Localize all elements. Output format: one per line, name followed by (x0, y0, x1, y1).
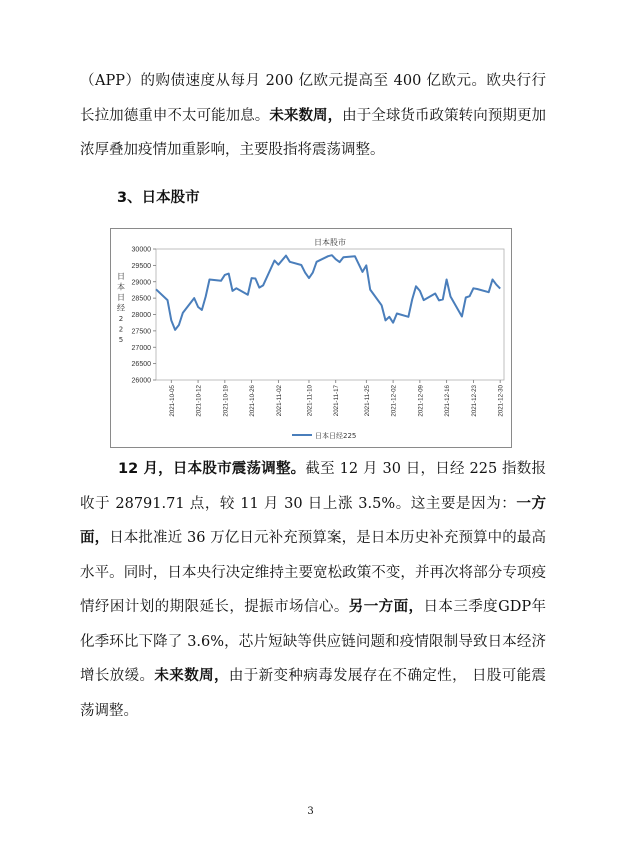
y-axis-label-char: 本 (117, 282, 125, 292)
paragraph-text: 日本批准近 36 万亿日元补充预算案，是日本历史补充预算中的最高水平。同时，日本央行决定维持主要宽松政策不变，并再次将部分专项疫情纾困计划的期限延长，提振市场信心。 (80, 530, 546, 615)
x-tick-label: 2021-11-17 (333, 385, 341, 417)
y-tick-label: 28500 (131, 295, 151, 303)
chart-canvas (111, 229, 511, 447)
x-tick-label: 2021-12-30 (497, 385, 505, 417)
paragraph-japan-stocks (80, 452, 546, 728)
y-tick-label: 30000 (131, 246, 151, 254)
x-tick-label: 2021-11-02 (275, 385, 283, 417)
y-tick-label: 27500 (131, 328, 151, 336)
y-axis-label-char: 日 (117, 293, 125, 302)
y-tick-label: 28000 (131, 312, 151, 319)
emphasis-future-weeks: 未来数周， (269, 107, 343, 124)
y-axis-label-char: 经 (117, 303, 125, 313)
chart-title: 日本股市 (314, 238, 346, 247)
paragraph-text: 截至 12 月 30 日，日经 225 指数报收于 28791.71 点，较 11 月 30 日上涨 3.5%。这主要是因为： (80, 461, 546, 512)
y-tick-label: 29000 (131, 279, 151, 287)
emphasis-on-other-hand: 另一方面， (348, 599, 424, 615)
page-number: 3 (307, 806, 314, 817)
y-axis-label-char: 日 (117, 272, 125, 281)
nikkei-chart (110, 228, 512, 448)
x-tick-label: 2021-12-02 (390, 385, 398, 417)
y-tick-label: 29500 (131, 262, 151, 270)
y-axis-label-char: 5 (118, 336, 124, 344)
paragraph-text: 日本三季度GDP年化季环比下降了 3.6%，芯片短缺等供应链问题和疫情限制导致日本经济增长放缓。 (80, 599, 547, 684)
legend-label: 日本日经225 (315, 432, 357, 440)
y-axis-label-char: 2 (118, 315, 124, 323)
x-tick-label: 2021-10-05 (168, 385, 176, 417)
emphasis-on-one-hand: 一方面， (80, 495, 546, 546)
paragraph-text: 由于全球货币政策转向预期更加浓厚叠加疫情加重影响，主要股指将震荡调整。 (80, 107, 547, 158)
emphasis-december-summary: 12 月，日本股市震荡调整。 (118, 461, 306, 477)
y-tick-label: 27000 (131, 344, 151, 352)
paragraph-eurozone-stocks (80, 64, 546, 168)
emphasis-future-weeks: 未来数周， (154, 668, 229, 684)
x-tick-label: 2021-10-26 (249, 385, 257, 417)
paragraph-text: 由于新变种病毒发展存在不确定性， 日股可能震荡调整。 (80, 668, 547, 719)
x-tick-label: 2021-10-12 (195, 385, 203, 417)
x-tick-label: 2021-12-23 (470, 385, 478, 417)
x-tick-label: 2021-10-19 (222, 385, 230, 417)
x-tick-label: 2021-12-09 (417, 385, 425, 417)
plot-area (156, 249, 504, 380)
y-tick-label: 26000 (131, 377, 151, 385)
x-tick-label: 2021-11-10 (306, 385, 314, 417)
paragraph-text: （APP）的购债速度从每月 200 亿欧元提高至 400 亿欧元。欧央行行长拉加德重申不太可能加息。 (80, 73, 546, 124)
y-axis-label-char: 2 (118, 325, 124, 334)
x-tick-label: 2021-12-16 (444, 385, 452, 417)
section-heading: 3、日本股市 (117, 190, 200, 206)
y-tick-label: 26500 (131, 361, 151, 369)
series-line-nikkei225 (156, 255, 500, 330)
x-tick-label: 2021-11-25 (363, 385, 371, 417)
